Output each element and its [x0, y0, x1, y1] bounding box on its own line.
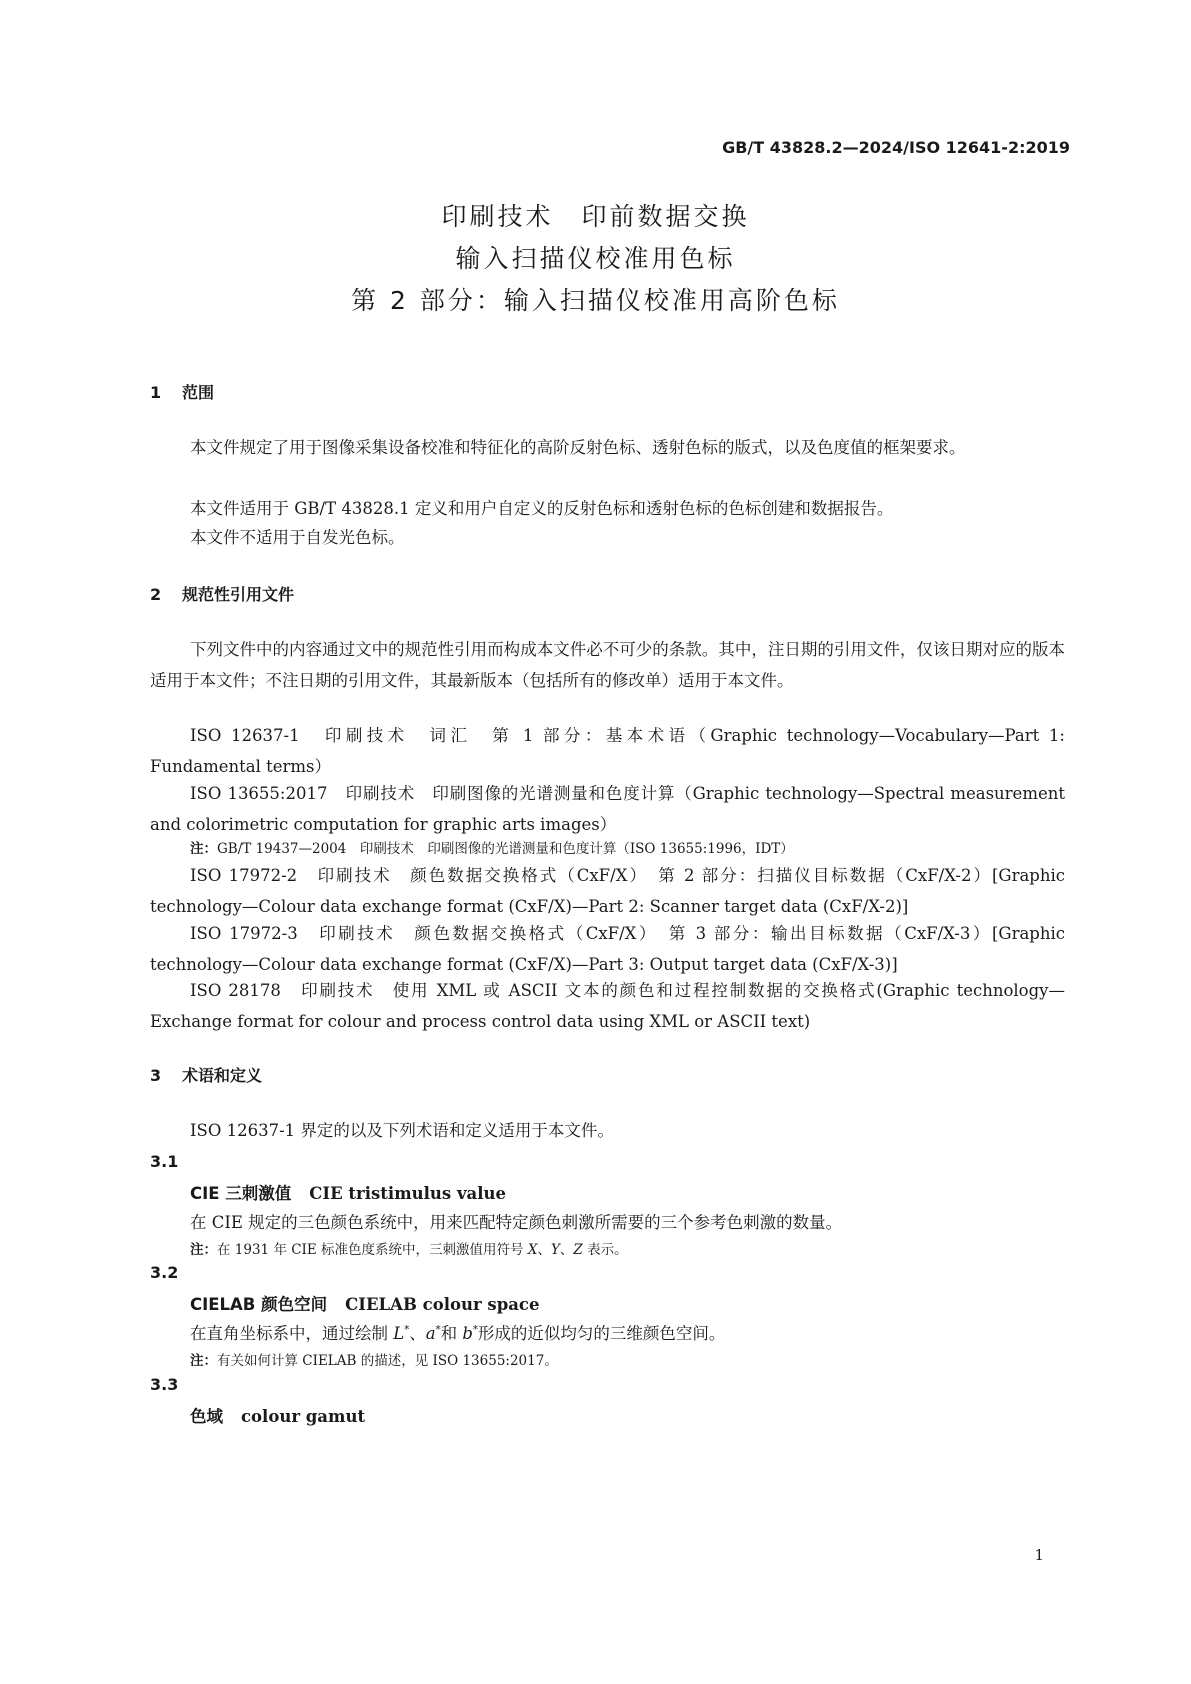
reference-iso-12637-1: ISO 12637-1 印刷技术 词汇 第 1 部分：基本术语（Graphic technology—Vocabulary—Part 1: Fundamental terms） [150, 726, 1065, 776]
star: * [435, 1324, 441, 1336]
note-label: 注： [190, 1242, 217, 1258]
star: * [472, 1324, 478, 1336]
symbol-y: Y [550, 1242, 560, 1258]
term-note [190, 1349, 558, 1369]
term-definition: 在 CIE 规定的三色颜色系统中，用来匹配特定颜色刺激所需要的三个参考色刺激的数量。 [190, 1213, 843, 1232]
note-text-end: 表示。 [582, 1242, 628, 1258]
terms-intro: ISO 12637-1 界定的以及下列术语和定义适用于本文件。 [190, 1121, 614, 1140]
title-line-1: 印刷技术 印前数据交换 [441, 202, 750, 231]
scope-paragraph-3: 本文件不适用于自发光色标。 [190, 528, 405, 547]
term-en: CIELAB colour space [345, 1295, 540, 1314]
section-number: 1 [150, 383, 162, 402]
symbol-x: X [527, 1242, 538, 1258]
section-title: 范围 [182, 383, 215, 402]
section-number: 3 [150, 1066, 162, 1085]
term-zh: CIELAB 颜色空间 [190, 1295, 328, 1314]
note-label: 注： [190, 841, 217, 857]
note-text: 在 1931 年 CIE 标准色度系统中，三刺激值用符号 [217, 1242, 528, 1258]
term-number: 3.2 [150, 1263, 179, 1282]
term-heading [190, 1291, 539, 1315]
term-en: CIE tristimulus value [309, 1184, 506, 1203]
title-line-3: 第 2 部分：输入扫描仪校准用高阶色标 [351, 286, 840, 315]
term-zh: 色域 [190, 1407, 223, 1426]
standard-id: GB/T 43828.2—2024/ISO 12641-2:2019 [722, 138, 1070, 157]
definition-text: 在直角坐标系中，通过绘制 [190, 1324, 394, 1343]
symbol-z: Z [573, 1242, 583, 1258]
term-definition [190, 1320, 725, 1344]
title-line-2: 输入扫描仪校准用色标 [455, 244, 736, 273]
scope-paragraph-1: 本文件规定了用于图像采集设备校准和特征化的高阶反射色标、透射色标的版式，以及色度值的框架要求。 [190, 438, 966, 457]
term-heading [190, 1180, 506, 1204]
note-text: 有关如何计算 CIELAB 的描述，见 ISO 13655:2017。 [217, 1353, 558, 1369]
section-3-heading [150, 1063, 262, 1086]
definition-text-end: 形成的近似均匀的三维颜色空间。 [477, 1324, 726, 1343]
term-number: 3.3 [150, 1375, 179, 1394]
reference-iso-17972-3: ISO 17972-3 印刷技术 颜色数据交换格式（CxF/X） 第 3 部分：输出目标数据（CxF/X-3）[Graphic technology—Colour data exchange format (CxF/X)—Part 3: Output target data (CxF/X-3)] [150, 924, 1065, 974]
note-label: 注： [190, 1353, 217, 1369]
separator: 、 [559, 1242, 574, 1258]
reference-iso-28178: ISO 28178 印刷技术 使用 XML 或 ASCII 文本的颜色和过程控制数据的交换格式(Graphic technology—Exchange format for colour and process control data using XML or ASCII text) [150, 981, 1065, 1031]
conjunction: 和 [440, 1324, 463, 1343]
separator: 、 [409, 1324, 426, 1343]
symbol-a: a [425, 1324, 436, 1343]
term-number: 3.1 [150, 1152, 179, 1171]
star: * [404, 1324, 410, 1336]
scope-paragraph-2: 本文件适用于 GB/T 43828.1 定义和用户自定义的反射色标和透射色标的色标创建和数据报告。 [190, 499, 894, 518]
section-1-heading [150, 380, 214, 403]
section-number: 2 [150, 585, 162, 604]
reference-iso-17972-2: ISO 17972-2 印刷技术 颜色数据交换格式（CxF/X） 第 2 部分：扫描仪目标数据（CxF/X-2）[Graphic technology—Colour data exchange format (CxF/X)—Part 2: Scanner target data (CxF/X-2)] [150, 866, 1065, 916]
reference-iso-13655: ISO 13655:2017 印刷技术 印刷图像的光谱测量和色度计算（Graphic technology—Spectral measurement and colorimetric computation for graphic arts images） [150, 784, 1065, 834]
term-en: colour gamut [241, 1407, 366, 1426]
section-title: 术语和定义 [182, 1066, 263, 1085]
note-text: GB/T 19437—2004 印刷技术 印刷图像的光谱测量和色度计算（ISO 13655:1996，IDT） [217, 841, 794, 857]
symbol-b: b [462, 1324, 473, 1343]
page-number: 1 [1034, 1546, 1044, 1564]
section-2-heading [150, 582, 294, 605]
separator: 、 [537, 1242, 551, 1258]
term-note [190, 1238, 628, 1258]
section-title: 规范性引用文件 [182, 585, 295, 604]
symbol-l: L [393, 1324, 405, 1343]
term-heading [190, 1403, 365, 1427]
references-intro: 下列文件中的内容通过文中的规范性引用而构成本文件必不可少的条款。其中，注日期的引用文件，仅该日期对应的版本适用于本文件；不注日期的引用文件，其最新版本（包括所有的修改单）适用于本文件。 [150, 640, 1065, 690]
reference-note [190, 837, 794, 857]
term-zh: CIE 三刺激值 [190, 1184, 292, 1203]
